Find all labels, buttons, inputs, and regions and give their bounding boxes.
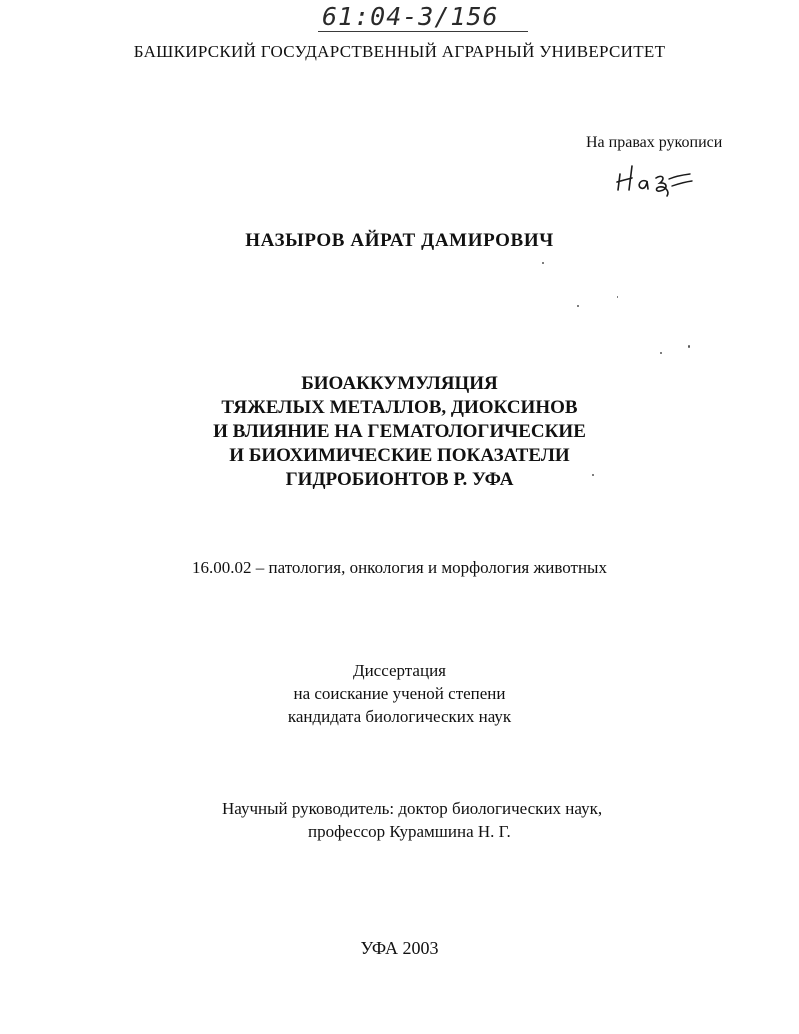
dissertation-title (0, 372, 799, 492)
degree-line: кандидата биологических наук (287, 707, 512, 726)
scan-speck (592, 474, 594, 476)
title-line: И БИОХИМИЧЕСКИЕ ПОКАЗАТЕЛИ (229, 445, 570, 466)
institution-name: БАШКИРСКИЙ ГОСУДАРСТВЕННЫЙ АГРАРНЫЙ УНИВЕРСИТЕТ (133, 42, 666, 61)
scan-speck (617, 296, 618, 298)
supervisor-name: профессор Курамшина Н. Г. (308, 822, 511, 841)
title-line: И ВЛИЯНИЕ НА ГЕМАТОЛОГИЧЕСКИЕ (213, 421, 586, 442)
title-line: ГИДРОБИОНТОВ Р. УФА (285, 469, 514, 490)
degree-line: на соискание ученой степени (293, 684, 506, 703)
handwritten-signature (612, 160, 698, 200)
scientific-supervisor (222, 797, 602, 843)
degree-line: Диссертация (352, 661, 446, 680)
scan-speck (688, 345, 690, 348)
city-year: УФА 2003 (360, 938, 439, 958)
scan-speck (660, 352, 662, 354)
degree-statement (0, 659, 799, 728)
scan-speck (542, 262, 544, 264)
author-name: НАЗЫРОВ АЙРАТ ДАМИРОВИЧ (245, 230, 554, 251)
catalog-underline (318, 31, 528, 32)
specialty-code: 16.00.02 – патология, онкология и морфология животных (192, 558, 607, 577)
title-line: БИОАККУМУЛЯЦИЯ (301, 373, 498, 394)
scan-speck (577, 305, 579, 307)
catalog-number: 61:04-3/156 (322, 2, 499, 31)
rights-note: На правах рукописи (586, 134, 723, 151)
title-line: ТЯЖЕЛЫХ МЕТАЛЛОВ, ДИОКСИНОВ (221, 397, 578, 418)
supervisor-line: Научный руководитель: доктор биологических наук, (222, 799, 603, 818)
